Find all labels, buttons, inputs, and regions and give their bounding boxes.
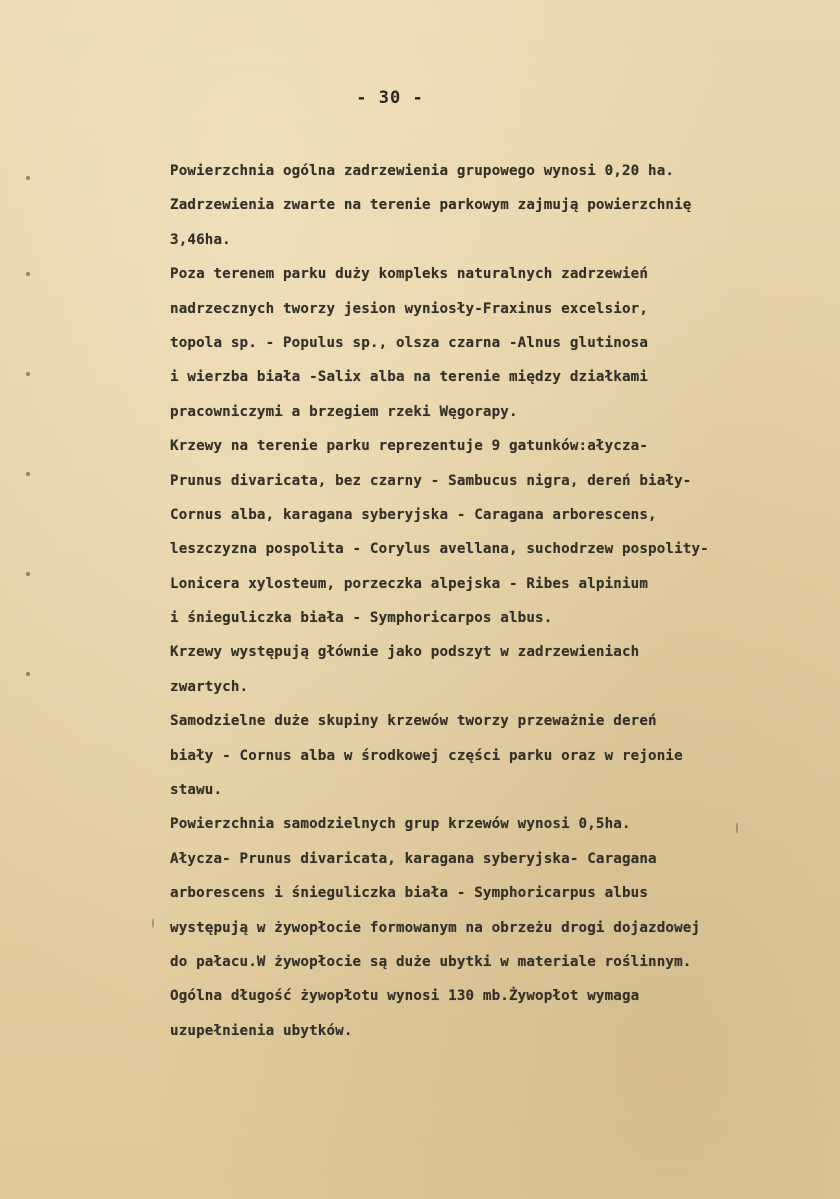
text-line: leszczyzna pospolita - Corylus avellana, suchodrzew pospolity-: [170, 541, 709, 558]
text-line: 3,46ha.: [170, 231, 231, 248]
text-line: występują w żywopłocie formowanym na obrzeżu drogi dojazdowej: [170, 919, 701, 936]
text-line: Samodzielne duże skupiny krzewów tworzy przeważnie dereń: [170, 713, 657, 730]
text-line: topola sp. - Populus sp., olsza czarna -Alnus glutinosa: [170, 334, 649, 351]
text-line: Cornus alba, karagana syberyjska - Caragana arborescens,: [170, 506, 657, 523]
text-line: zwartych.: [170, 678, 249, 695]
text-line: biały - Cornus alba w środkowej części parku oraz w rejonie: [170, 747, 683, 764]
text-line: nadrzecznych tworzy jesion wyniosły-Fraxinus excelsior,: [170, 300, 649, 317]
document-text-body: [170, 158, 820, 1052]
text-line: i śnieguliczka biała - Symphoricarpos albus.: [170, 610, 553, 627]
text-line: Powierzchnia ogólna zadrzewienia grupowego wynosi 0,20 ha.: [170, 163, 675, 179]
punch-hole-mark: [26, 572, 30, 576]
text-line: stawu.: [170, 782, 223, 799]
text-line: Prunus divaricata, bez czarny - Sambucus nigra, dereń biały-: [170, 472, 692, 489]
page-number: - 30 -: [356, 88, 424, 108]
text-line: Powierzchnia samodzielnych grup krzewów wynosi 0,5ha.: [170, 816, 631, 833]
text-line: Lonicera xylosteum, porzeczka alpejska - Ribes alpinium: [170, 575, 649, 592]
text-line: do pałacu.W żywopłocie są duże ubytki w materiale roślinnym.: [170, 953, 692, 970]
punch-hole-mark: [26, 472, 30, 476]
text-line: Poza terenem parku duży kompleks naturalnych zadrzewień: [170, 266, 649, 283]
paper-speck: [152, 918, 154, 928]
text-line: Ałycza- Prunus divaricata, karagana syberyjska- Caragana: [170, 850, 657, 867]
text-line: Zadrzewienia zwarte na terenie parkowym zajmują powierzchnię: [170, 197, 692, 214]
punch-hole-mark: [26, 672, 30, 676]
text-line: i wierzba biała -Salix alba na terenie między działkami: [170, 369, 649, 386]
text-line: Ogólna długość żywopłotu wynosi 130 mb.Żywopłot wymaga: [170, 988, 640, 1005]
text-line: uzupełnienia ubytków.: [170, 1022, 353, 1039]
text-line: Krzewy na terenie parku reprezentuje 9 gatunków:ałycza-: [170, 438, 649, 455]
punch-hole-mark: [26, 372, 30, 376]
text-line: pracowniczymi a brzegiem rzeki Węgorapy.: [170, 403, 518, 420]
text-line: Krzewy występują głównie jako podszyt w zadrzewieniach: [170, 644, 640, 661]
punch-hole-mark: [26, 176, 30, 180]
text-line: arborescens i śnieguliczka biała - Symphoricarpus albus: [170, 885, 649, 902]
punch-hole-mark: [26, 272, 30, 276]
